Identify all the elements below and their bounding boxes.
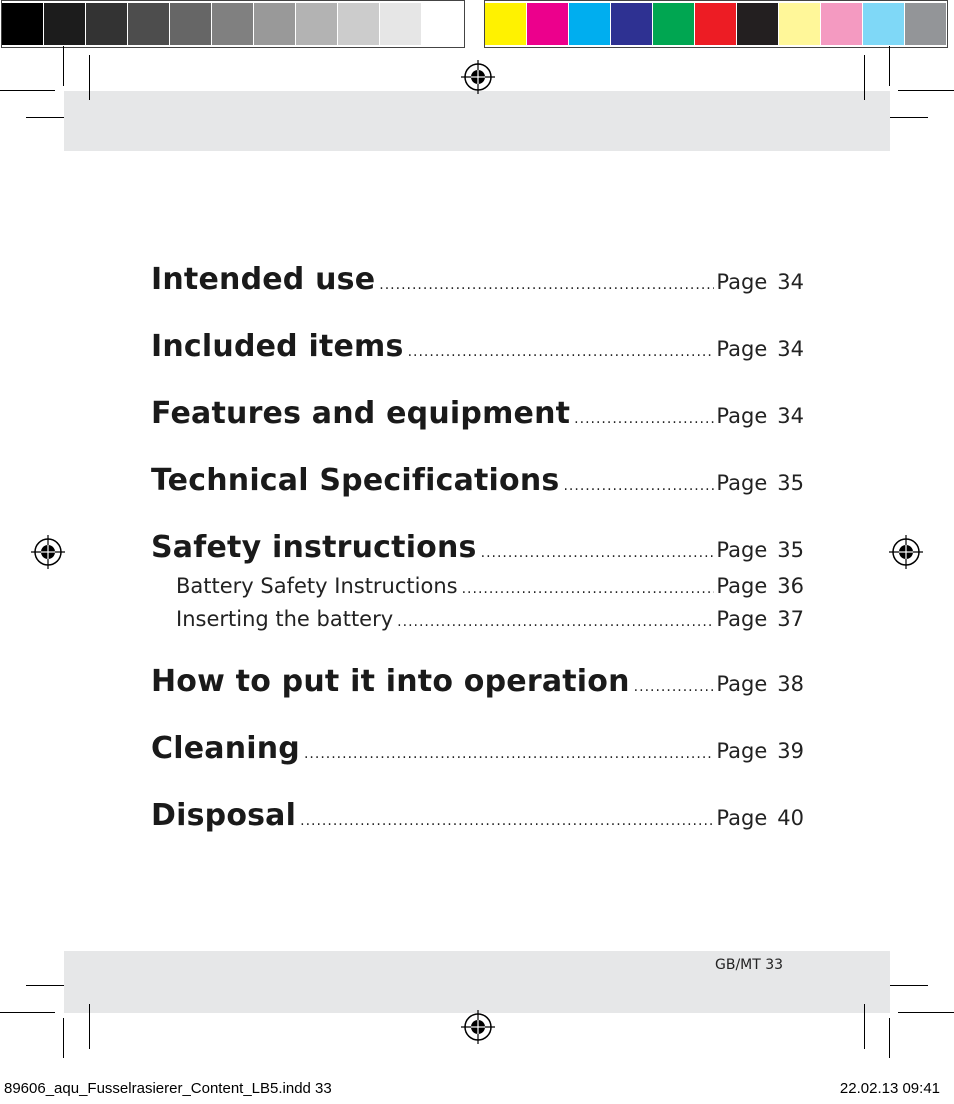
leader-dots — [304, 746, 714, 762]
gray-swatch — [338, 3, 380, 45]
toc-entry-title: Features and equipment — [151, 396, 571, 431]
toc-entry-battery-safety-instructions[interactable] — [151, 574, 804, 607]
crop-mark — [890, 117, 928, 118]
gray-swatch — [128, 3, 170, 45]
toc-entry-title: Disposal — [151, 798, 297, 833]
toc-entry-included-items[interactable] — [151, 329, 804, 396]
registration-mark-icon — [461, 60, 495, 94]
leader-dots — [574, 411, 714, 427]
leader-dots — [300, 813, 714, 829]
color-swatch — [863, 3, 905, 45]
color-swatch — [611, 3, 653, 45]
crop-mark — [89, 55, 90, 100]
toc-entry-title: How to put it into operation — [151, 664, 630, 699]
toc-entry-page: Page 35 — [716, 538, 804, 562]
crop-mark — [898, 1012, 954, 1013]
registration-mark-icon — [31, 535, 65, 569]
crop-mark — [0, 1012, 55, 1013]
toc-entry-page: Page 35 — [716, 471, 804, 495]
toc-entry-title: Cleaning — [151, 731, 300, 766]
leader-dots — [481, 545, 715, 561]
gray-swatch — [44, 3, 86, 45]
toc-entry-disposal[interactable] — [151, 798, 804, 865]
toc-entry-safety-instructions[interactable] — [151, 530, 804, 574]
header-band — [64, 91, 890, 151]
crop-mark — [26, 117, 64, 118]
color-swatch — [485, 3, 527, 45]
grayscale-calibration-bar — [1, 0, 465, 48]
toc-entry-title: Inserting the battery — [176, 607, 394, 631]
gray-swatch — [212, 3, 254, 45]
toc-entry-page: Page 39 — [716, 739, 804, 763]
toc-entry-page: Page 37 — [716, 607, 804, 631]
crop-mark — [864, 55, 865, 100]
toc-entry-cleaning[interactable] — [151, 731, 804, 798]
gray-swatch — [170, 3, 212, 45]
registration-mark-icon — [461, 1010, 495, 1044]
toc-entry-technical-specifications[interactable] — [151, 463, 804, 530]
file-info-slug: 89606_aqu_Fusselrasierer_Content_LB5.indd 33 — [4, 1080, 332, 1097]
gray-swatch — [86, 3, 128, 45]
leader-dots — [379, 277, 714, 293]
color-swatch — [569, 3, 611, 45]
crop-mark — [890, 985, 928, 986]
toc-entry-title: Safety instructions — [151, 530, 477, 565]
table-of-contents — [151, 262, 804, 865]
toc-entry-features-and-equipment[interactable] — [151, 396, 804, 463]
gray-swatch — [422, 3, 464, 45]
color-swatch — [527, 3, 569, 45]
crop-mark — [63, 46, 64, 86]
crop-mark — [0, 90, 55, 91]
gray-swatch — [254, 3, 296, 45]
crop-mark — [63, 1018, 64, 1058]
toc-entry-intended-use[interactable] — [151, 262, 804, 329]
gray-swatch — [380, 3, 422, 45]
registration-mark-icon — [889, 535, 923, 569]
crop-mark — [26, 985, 64, 986]
toc-entry-page: Page 40 — [716, 806, 804, 830]
crop-mark — [889, 1018, 890, 1058]
toc-entry-page: Page 34 — [716, 337, 804, 361]
color-swatch — [695, 3, 737, 45]
leader-dots — [397, 614, 714, 630]
date-time-slug: 22.02.13 09:41 — [839, 1080, 940, 1097]
toc-entry-how-to-put-it-into-operation[interactable] — [151, 664, 804, 731]
toc-entry-inserting-the-battery[interactable] — [151, 607, 804, 664]
color-swatch — [779, 3, 821, 45]
leader-dots — [634, 679, 715, 695]
toc-entry-title: Included items — [151, 329, 404, 364]
leader-dots — [462, 581, 715, 597]
leader-dots — [408, 344, 715, 360]
toc-entry-page: Page 34 — [716, 404, 804, 428]
toc-entry-title: Battery Safety Instructions — [176, 574, 458, 598]
gray-swatch — [296, 3, 338, 45]
leader-dots — [563, 478, 714, 494]
toc-entry-page: Page 38 — [716, 672, 804, 696]
gray-swatch — [2, 3, 44, 45]
crop-mark — [898, 90, 954, 91]
toc-entry-page: Page 34 — [716, 270, 804, 294]
crop-mark — [89, 1004, 90, 1049]
crop-mark — [889, 46, 890, 86]
color-calibration-bar — [484, 0, 948, 48]
color-swatch — [653, 3, 695, 45]
toc-entry-page: Page 36 — [716, 574, 804, 598]
toc-entry-title: Technical Specifications — [151, 463, 560, 498]
color-swatch — [821, 3, 863, 45]
color-swatch — [737, 3, 779, 45]
toc-entry-title: Intended use — [151, 262, 376, 297]
page-number-label: GB/MT 33 — [715, 957, 784, 973]
color-swatch — [905, 3, 947, 45]
crop-mark — [864, 1004, 865, 1049]
